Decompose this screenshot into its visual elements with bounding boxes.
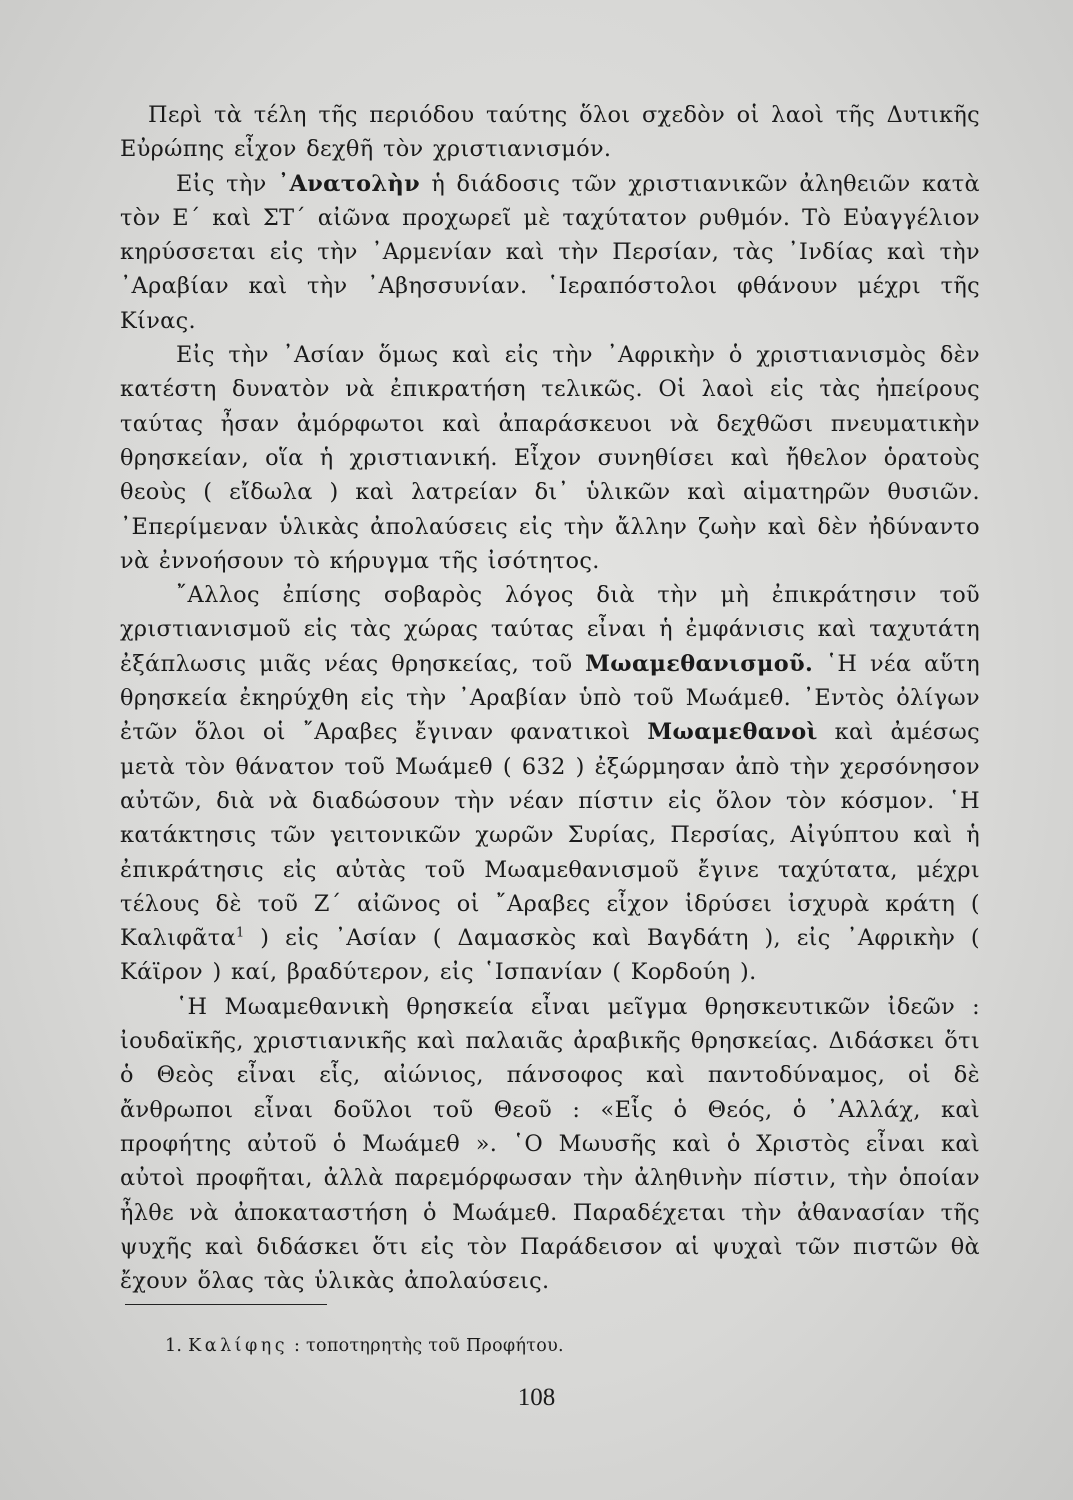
paragraph-4: [120, 578, 980, 990]
footnote-marker: 1: [235, 925, 245, 941]
paragraph-4-start: ῎Αλλος ἐπίσης σοβαρὸς λόγος διὰ τὴν μὴ ἐπικράτησιν τοῦ χριστιανισμοῦ εἰς τὰς χώρας ταύτας εἶναι ἡ ἐμφάνισις καὶ ταχυτάτη ἐξάπλωσις μιᾶς νέας θρησκείας, τοῦ: [120, 582, 980, 677]
paragraph-2: [120, 167, 980, 338]
paragraph-4-rest: καὶ ἀμέσως μετὰ τὸν θάνατον τοῦ Μωάμεθ ( 632 ) ἐξώρμησαν ἀπὸ τὴν χερσόνησον αὐτῶν, διὰ νὰ διαδώσουν τὴν νέαν πίστιν εἰς ὅλον τὸν κόσμον. ῾Η κατάκτησις τῶν γειτονικῶν χωρῶν Συρίας, Περσίας, Αἰγύπτου καὶ ἡ ἐπικράτησις εἰς αὐτὰς τοῦ Μωαμεθανισμοῦ ἔγινε ταχύτατα, μέχρι τέλους δὲ τοῦ Ζ΄ αἰῶνος οἱ ῎Αραβες εἶχον ἱδρύσει ἰσχυρὰ κράτη ( Καλιφᾶτα: [120, 719, 980, 952]
footnote-number: 1.: [165, 1336, 183, 1356]
paragraph-2-rest: ἡ διάδοσις τῶν χριστιανικῶν ἀληθειῶν κατὰ τὸν Ε΄ καὶ ΣΤ΄ αἰῶνα προχωρεῖ μὲ ταχύτατον ρυθμόν. Τὸ Εὐαγγέλιον κηρύσσεται εἰς τὴν ᾿Αρμενίαν καὶ τὴν Περσίαν, τὰς ᾿Ινδίας καὶ τὴν ᾿Αραβίαν καὶ τὴν ᾿Αβησσυνίαν. ῾Ιεραπόστολοι φθάνουν μέχρι τῆς Κίνας.: [120, 170, 980, 334]
paragraph-4-middle: ῾Η νέα αὕτη θρησκεία ἐκηρύχθη εἰς τὴν ᾿Αραβίαν ὑπὸ τοῦ Μωάμεθ. ᾿Εντὸς ὀλίγων ἐτῶν ὅλοι οἱ ῎Αραβες ἔγιναν φανατικοὶ: [120, 650, 980, 746]
footnote-term: Καλίφης: [188, 1336, 289, 1356]
bold-term-anatoli: ᾿Ανατολὴν: [277, 170, 420, 197]
body-text: [120, 98, 980, 1298]
paragraph-3: Εἰς τὴν ᾿Ασίαν ὅμως καὶ εἰς τὴν ᾿Αφρικὴν ὁ χριστιανισμὸς δὲν κατέστη δυνατὸν νὰ ἐπικρατήση τελικῶς. Οἱ λαοὶ εἰς τὰς ἠπείρους ταύτας ἦσαν ἀμόρφωτοι καὶ ἀπαράσκευοι νὰ δεχθῶσι πνευματικὴν θρησκείαν, οἵα ἡ χριστιανική. Εἶχον συνηθίσει καὶ ἤθελον ὁρατοὺς θεοὺς ( εἴδωλα ) καὶ λατρείαν δι᾿ ὑλικῶν καὶ αἱματηρῶν θυσιῶν. ᾿Επερίμεναν ὑλικὰς ἀπολαύσεις εἰς τὴν ἄλλην ζωὴν καὶ δὲν ἠδύναντο νὰ ἐννοήσουν τὸ κήρυγμα τῆς ἰσότητος.: [120, 342, 980, 574]
footnote-definition: : τοποτηρητὴς τοῦ Προφήτου.: [293, 1336, 564, 1356]
page-number: 108: [517, 1384, 556, 1411]
footnote-divider: [125, 1304, 327, 1305]
paragraph-1: Περὶ τὰ τέλη τῆς περιόδου ταύτης ὅλοι σχεδὸν οἱ λαοὶ τῆς Δυτικῆς Εὐρώπης εἶχον δεχθῆ τὸν χριστιανισμόν.: [120, 102, 980, 163]
bold-term-islam: Μωαμεθανισμοῦ.: [585, 650, 814, 677]
bold-term-muslims: Μωαμεθανοὶ: [647, 719, 818, 746]
paragraph-2-start: Εἰς τὴν: [176, 170, 278, 197]
footnote: [165, 1334, 865, 1358]
paragraph-5: ῾Η Μωαμεθανικὴ θρησκεία εἶναι μεῖγμα θρησκευτικῶν ἰδεῶν : ἰουδαϊκῆς, χριστιανικῆς καὶ παλαιᾶς ἀραβικῆς θρησκείας. Διδάσκει ὅτι ὁ Θεὸς εἶναι εἷς, αἰώνιος, πάνσοφος καὶ παντοδύναμος, οἱ δὲ ἄνθρωποι εἶναι δοῦλοι τοῦ Θεοῦ : «Εἷς ὁ Θεός, ὁ ᾿Αλλάχ, καὶ προφήτης αὐτοῦ ὁ Μωάμεθ ». ῾Ο Μωυσῆς καὶ ὁ Χριστὸς εἶναι καὶ αὐτοὶ προφῆται, ἀλλὰ παρεμόρφωσαν τὴν ἀληθινὴν πίστιν, τὴν ὁποίαν ἦλθε νὰ ἀποκαταστήση ὁ Μωάμεθ. Παραδέχεται τὴν ἀθανασίαν τῆς ψυχῆς καὶ διδάσκει ὅτι εἰς τὸν Παράδεισον αἱ ψυχαὶ τῶν πιστῶν θὰ ἔχουν ὅλας τὰς ὑλικὰς ἀπολαύσεις.: [120, 993, 980, 1295]
paragraph-4-tail: ) εἰς ᾿Ασίαν ( Δαμασκὸς καὶ Βαγδάτη ), εἰς ᾿Αφρικὴν ( Κάϊρον ) καί, βραδύτερον, εἰς ῾Ισπανίαν ( Κορδούη ).: [120, 925, 980, 986]
